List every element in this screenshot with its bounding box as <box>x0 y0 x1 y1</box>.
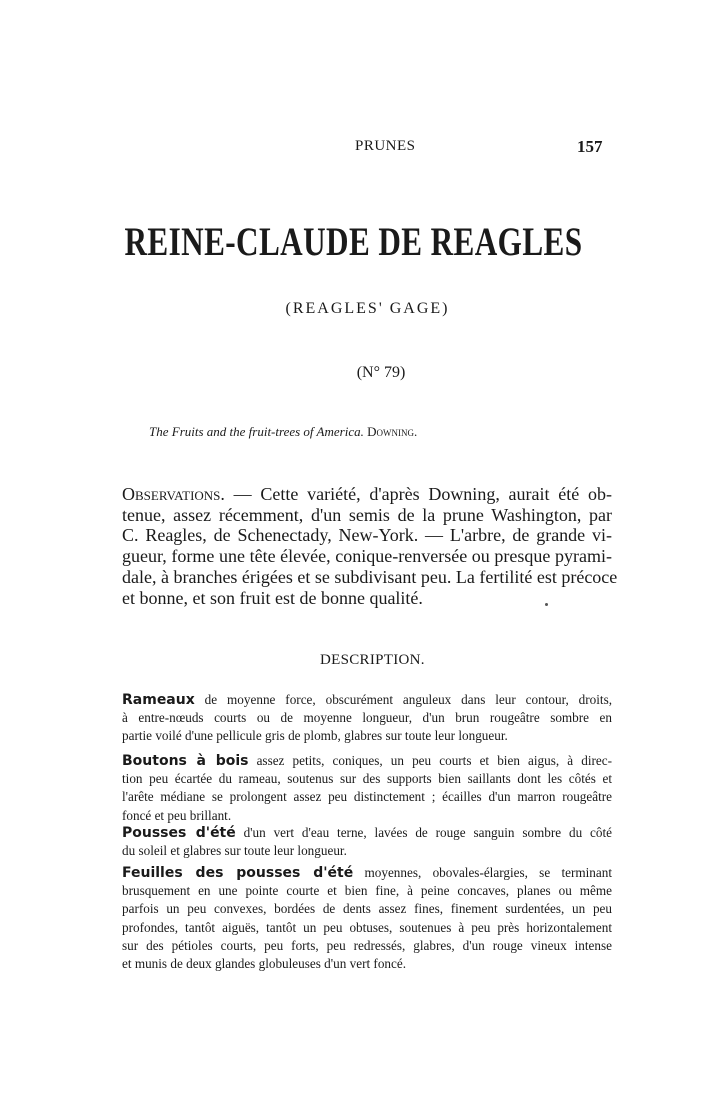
text-line <box>122 919 612 936</box>
line-text: gueur, forme une tête élevée, conique-renversée ou presque pyrami- <box>122 546 612 566</box>
text-line <box>122 525 612 545</box>
line-text: d'un vert d'eau terne, lavées de rouge sanguin sombre du côté <box>235 825 612 840</box>
line-text: et munis de deux glandes globuleuses d'un vert foncé. <box>122 956 407 971</box>
citation-work: The Fruits and the fruit-trees of America. <box>149 424 364 439</box>
lead-term: Feuilles des pousses d'été <box>122 865 354 881</box>
text-line <box>122 752 612 769</box>
line-text: tion peu écartée du rameau, soutenus sur des supports bien saillants dont les côtés et <box>122 771 612 787</box>
citation <box>149 424 417 440</box>
line-text: parfois un peu convexes, bordées de dents assez fines, finement surdentées, un peu <box>122 901 612 917</box>
line-text: — Cette variété, d'après Downing, aurait été ob- <box>224 484 612 504</box>
lead-term: Pousses d'été <box>122 825 236 841</box>
lead-term: Rameaux <box>122 692 195 708</box>
citation-author: Downing. <box>367 424 418 439</box>
line-text: brusquement en une pointe courte et bien fine, à peine concaves, planes ou même <box>122 883 612 899</box>
text-line <box>122 709 612 726</box>
text-line <box>122 770 612 787</box>
text-line <box>122 882 612 899</box>
line-text: de moyenne force, obscurément anguleux dans leur contour, droits, <box>194 692 612 707</box>
text-line <box>122 691 612 708</box>
variety-number: (N° 79) <box>356 364 406 381</box>
line-text: partie voilé d'une pellicule gris de plomb, glabres sur toute leur longueur. <box>122 728 508 744</box>
speck <box>545 603 548 606</box>
line-text: profondes, tantôt aiguës, tantôt un peu obtuses, soutenues à peu près horizontalement <box>122 919 612 935</box>
text-line <box>122 484 612 504</box>
line-text: foncé et peu brillant. <box>122 807 232 823</box>
line-text: assez petits, coniques, un peu courts et bien aigus, à direc- <box>248 753 612 768</box>
line-text: C. Reagles, de Schenectady, New-York. — L'arbre, de grande vi- <box>122 525 612 545</box>
line-text: tenue, assez récemment, d'un semis de la prune Washington, par <box>122 505 612 525</box>
line-text: du soleil et glabres sur toute leur longueur. <box>122 843 347 859</box>
text-line <box>122 788 612 805</box>
text-line <box>122 588 612 608</box>
line-text: sur des pétioles courts, peu forts, peu redressés, glabres, d'un rouge vineux intense <box>122 937 612 953</box>
text-line <box>122 900 612 917</box>
lead-term: Observations. <box>122 484 225 504</box>
page-title: REINE-CLAUDE DE REAGLES <box>124 219 583 264</box>
text-line <box>122 727 612 744</box>
text-line <box>122 567 618 587</box>
line-text: à entre-nœuds courts ou de moyenne longueur, d'un brun rougeâtre sombre en <box>122 710 612 726</box>
page-number: 157 <box>577 137 603 156</box>
text-line <box>122 546 612 566</box>
running-head: PRUNES <box>355 138 416 154</box>
text-line <box>122 842 612 859</box>
line-text: moyennes, obovales-élargies, se terminant <box>353 865 612 880</box>
line-text: et bonne, et son fruit est de bonne qualité. <box>122 588 423 608</box>
line-text: dale, à branches érigées et se subdivisant peu. La fertilité est précoce <box>122 567 618 587</box>
line-text: l'arête médiane se prolongent assez peu distinctement ; écailles d'un marron rougeâtre <box>122 789 612 805</box>
description-heading: DESCRIPTION. <box>320 652 425 668</box>
text-line <box>122 864 612 881</box>
text-line <box>122 937 612 954</box>
text-line <box>122 807 612 824</box>
text-line <box>122 505 612 525</box>
text-line <box>122 824 612 841</box>
lead-term: Boutons à bois <box>122 753 249 769</box>
subtitle: (REAGLES' GAGE) <box>285 300 450 317</box>
text-line <box>122 955 612 972</box>
